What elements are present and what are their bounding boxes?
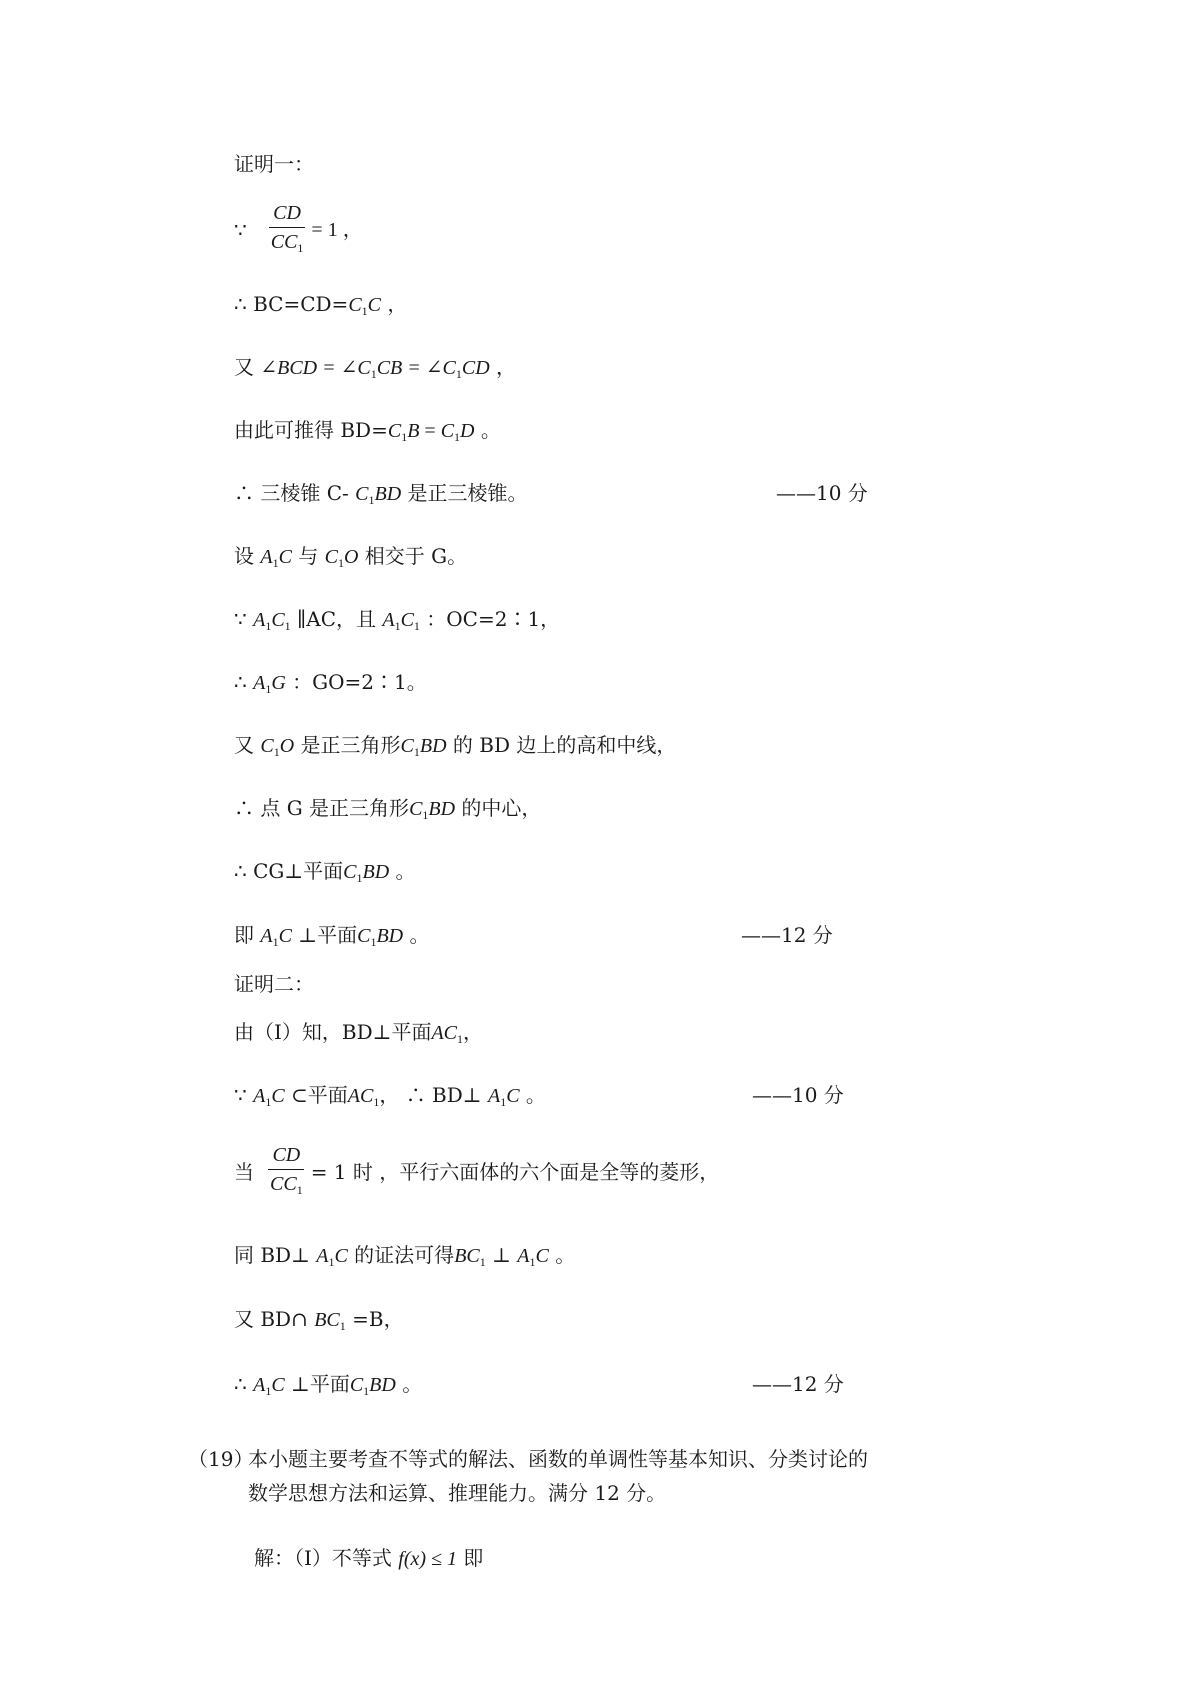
- proof1-line3: 又 ∠BCD = $\angle C_1CB$ = $\angle C_1CD$ ，: [234, 355, 517, 381]
- proof1-line9: 又 $C_1O$ 是正三角形$C_1BD$ 的 BD 边上的高和中线，: [234, 733, 677, 759]
- proof1-line10: ∴ 点 G 是正三角形$C_1BD$ 的中心，: [234, 796, 542, 822]
- proof2-line1: 由（I）知，BD⊥平面$AC_1$，: [234, 1020, 484, 1046]
- proof2-line2: ∵ $A_1C$ ⊂平面$AC_1$， ∴ BD⊥ $A_1C$ 。: [234, 1083, 546, 1109]
- proof2-line4: 同 BD⊥ $A_1C$ 的证法可得$BC_1$ ⊥ $A_1C$ 。: [234, 1243, 576, 1269]
- proof1-line4: 由此可推得 $BD=C_1B = C_1D$ 。: [234, 418, 501, 444]
- fraction-cd-cc1b: $\frac{CD}{CC_1}$: [270, 1143, 303, 1197]
- score-10b: ——10 分: [752, 1083, 844, 1107]
- proof1-line7: ∵ $A_1C_1$ ∥AC，且 $A_1C_1$ ：OC=2∶1，: [234, 607, 561, 633]
- proof2-title: 证明二：: [234, 972, 314, 996]
- inequality-fx: f(x) ≤ 1: [398, 1548, 457, 1570]
- proof2-line3: 当 $\frac{CD}{CC_1}$ = 1 时 ，平行六面体的六个面是全等的菱形，: [234, 1142, 719, 1202]
- proof1-line2: ∴ $BC=CD=C_1C$ ，: [234, 292, 408, 318]
- proof1-title: 证明一：: [234, 152, 314, 176]
- proof1-line11: ∴ CG⊥平面$C_1BD$ 。: [234, 859, 416, 885]
- score-10: ——10 分: [776, 481, 868, 505]
- proof1-line6: 设 $A_1C$ 与 $C_1O$ 相交于 G。: [234, 544, 468, 570]
- proof1-line1: ∵ $\frac{CD}{CC_1}$ = 1 ，: [234, 200, 363, 260]
- score-12: ——12 分: [741, 923, 833, 947]
- fraction-cd-cc1: $\frac{CD}{CC_1}$: [270, 201, 304, 255]
- proof1-line8: ∴ $A_1G$ ：GO=2∶1。: [234, 670, 427, 696]
- proof2-line5: 又 BD∩ $BC_1 =B$，: [234, 1307, 404, 1333]
- score-12b: ——12 分: [752, 1372, 844, 1396]
- proof2-line6: ∴ $A_1C$ ⊥平面$C_1BD$ 。: [234, 1372, 423, 1398]
- proof1-line12: 即 $A_1C$ ⊥平面$C_1BD$ 。: [234, 923, 430, 949]
- q19-solution: 解：（I）不等式 f(x) ≤ 1 即: [254, 1546, 484, 1570]
- q19-description: 本小题主要考查不等式的解法、函数的单调性等基本知识、分类讨论的 数学思想方法和运算、推理能力。满分 12 分。: [248, 1447, 868, 1505]
- proof1-line5: ∴ 三棱锥 C- $C_1BD$ 是正三棱锥。: [234, 481, 528, 507]
- q19-number: （19）: [188, 1447, 254, 1471]
